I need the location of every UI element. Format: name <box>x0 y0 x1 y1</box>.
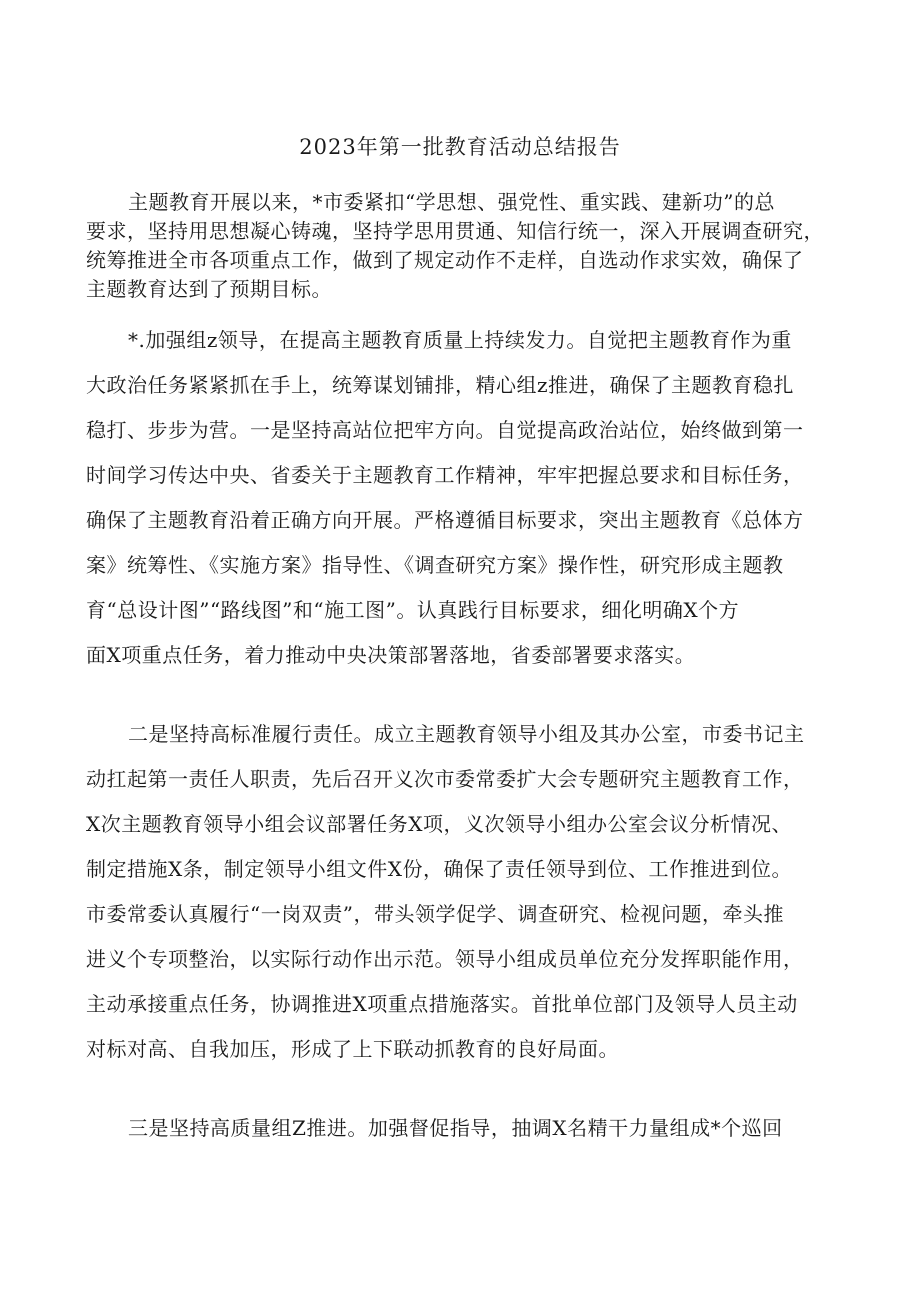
paragraph-line: *.加强组z领导，在提高主题教育质量上持续发力。自觉把主题教育作为重 <box>128 328 792 352</box>
paragraph-line: 主题教育达到了预期目标。 <box>86 277 332 301</box>
paragraph-line: 动扛起第一责任人职责，先后召开义次市委常委扩大会专题研究主题教育工作， <box>86 767 804 791</box>
paragraph-line: 面X项重点任务，着力推动中央决策部署落地，省委部署要求落实。 <box>86 643 696 667</box>
section-paragraph <box>86 318 856 678</box>
intro-paragraph <box>86 188 856 304</box>
paragraph-line: 育“总设计图”“路线图”和“施工图”。认真践行目标要求，细化明确X个方 <box>86 598 740 622</box>
paragraph-line: 三是坚持高质量组Z推进。加强督促指导，抽调X名精干力量组成*个巡回 <box>128 1116 783 1140</box>
section-paragraph <box>86 712 856 1072</box>
paragraph-line: 案》统筹性、《实施方案》指导性、《调查研究方案》操作性，研究形成主题教 <box>86 553 784 577</box>
paragraph-line: 统筹推进全市各项重点工作，做到了规定动作不走样，自选动作求实效，确保了 <box>86 248 804 272</box>
paragraph-line: X次主题教育领导小组会议部署任务X项，义次领导小组办公室会议分析情况、 <box>86 812 792 836</box>
paragraph-line: 要求，坚持用思想凝心铸魂，坚持学思用贯通、知信行统一，深入开展调查研究， <box>86 219 824 243</box>
paragraph-line: 时间学习传达中央、省委关于主题教育工作精神，牢牢把握总要求和目标任务， <box>86 463 804 487</box>
paragraph-line: 二是坚持高标准履行责任。成立主题教育领导小组及其办公室，市委书记主 <box>128 722 805 746</box>
paragraph-line: 主动承接重点任务，协调推进X项重点措施落实。首批单位部门及领导人员主动 <box>86 992 798 1016</box>
paragraph-line: 市委常委认真履行“一岗双责”，带头领学促学、调查研究、检视问题，牵头推 <box>86 902 784 926</box>
paragraph-line: 确保了主题教育沿着正确方向开展。严格遵循目标要求，突出主题教育《总体方 <box>86 508 804 532</box>
paragraph-line: 主题教育开展以来，*市委紧扣“学思想、强党性、重实践、建新功”的总 <box>128 190 775 214</box>
document-title: 2023年第一批教育活动总结报告 <box>299 135 621 159</box>
section-paragraph <box>86 1106 856 1151</box>
paragraph-line: 进义个专项整治，以实际行动作出示范。领导小组成员单位充分发挥职能作用， <box>86 947 804 971</box>
paragraph-line: 大政治任务紧紧抓在手上，统筹谋划铺排，精心组z推进，确保了主题教育稳扎 <box>86 373 795 397</box>
paragraph-line: 制定措施X条，制定领导小组文件X份，确保了责任领导到位、工作推进到位。 <box>86 857 792 881</box>
paragraph-line: 对标对高、自我加压，形成了上下联动抓教育的良好局面。 <box>86 1037 619 1061</box>
paragraph-line: 稳打、步步为营。一是坚持高站位把牢方向。自觉提高政治站位，始终做到第一 <box>86 418 804 442</box>
